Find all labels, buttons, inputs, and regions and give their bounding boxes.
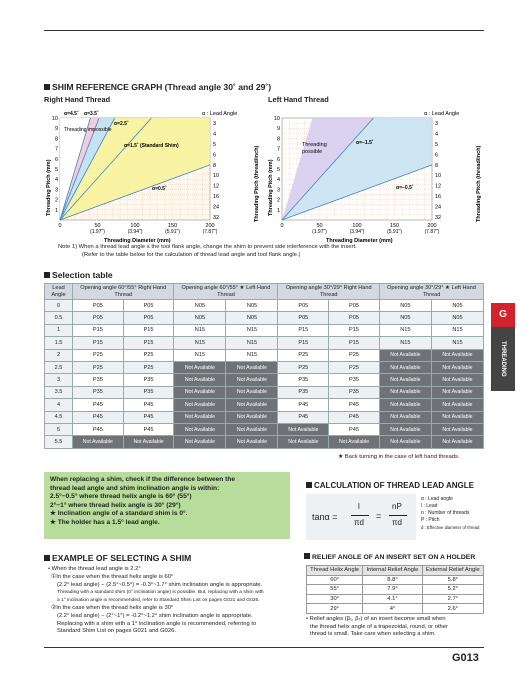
note-1: Note 1) When a thread lead angle ≤ the tool flank angle, change the shim to prevent side interference with the insert. — [58, 244, 357, 250]
table-row — [45, 349, 484, 361]
relief-cell: 7.9° — [363, 585, 422, 595]
shim-cell: Not Available — [73, 436, 124, 448]
x-tick-inch-label: (3.94") — [349, 229, 365, 235]
table-row — [307, 604, 484, 614]
lead-angle-cell: 0 — [45, 300, 73, 312]
y-tick-label: 7 — [54, 146, 58, 153]
shim-cell: Not Available — [379, 386, 431, 398]
y-tick-label: 3 — [276, 187, 280, 194]
shim-cell: P35 — [329, 386, 380, 398]
shim-cell: Not Available — [379, 361, 431, 373]
y2-tick-label: 6 — [213, 152, 217, 159]
example-text: • When the thread lead angle is 2.2° ①In the case when the thread helix angle is 60° (2.2° lead angle) − (2.5°~0.5°) = -0.3°~1.7° shim inclination angle is appropriate. Threading with a standard shim (0° inclination angle) is possible. But, replacing with a shim with a 1° inclination angle is recommended, refer to Standard Shim List on pages G021 and G026. ②In the case when the thread helix angle is 30° (2.2° lead angle) − (2°~1°) = -0.2°~1.2° shim inclination angle is appropriate. Replacing with a shim with a 1° inclination angle is recommended, referring to Standard Shim List on pages G021 and G026. — [48, 566, 264, 635]
shim-cell: Not Available — [431, 411, 483, 423]
shim-cell: P15 — [123, 324, 174, 336]
shim-cell: Not Available — [278, 436, 329, 448]
shim-cell: Not Available — [123, 436, 174, 448]
green-line: ★ Inclination angle of a standard shim is 0°. — [50, 510, 188, 518]
y-tick-label: 9 — [54, 126, 58, 133]
shim-cell: Not Available — [174, 361, 226, 373]
y2-tick-label: 10 — [435, 173, 442, 180]
shim-cell: P45 — [123, 411, 174, 423]
y2-tick-label: 5 — [213, 141, 217, 148]
shim-cell: N05 — [174, 312, 226, 324]
y2-tick-label: 5 — [435, 141, 439, 148]
relief-title: RELIEF ANGLE OF AN INSERT SET ON A HOLDER — [304, 553, 475, 561]
bottom-rule — [44, 647, 484, 648]
shim-cell: P45 — [123, 423, 174, 435]
shim-cell: P05 — [73, 300, 124, 312]
label-m05: α=−0.5˚ — [396, 185, 414, 191]
relief-cell: 55° — [307, 585, 363, 595]
x-tick-label: 50 — [94, 223, 101, 229]
lead-angle-cell: 5 — [45, 423, 73, 435]
y2-tick-label: 32 — [213, 214, 220, 221]
shim-cell: Not Available — [226, 423, 278, 435]
shim-cell: P05 — [123, 300, 174, 312]
shim-cell: N15 — [174, 349, 226, 361]
label-a25: α=2.5˚ — [114, 121, 129, 127]
y2-tick-label: 8 — [435, 162, 439, 169]
shim-cell: P45 — [73, 399, 124, 411]
selection-title: Selection table — [44, 270, 113, 280]
relief-cell: 4.1° — [363, 594, 422, 604]
y-tick-label: 6 — [54, 156, 58, 163]
y-tick-label: 3 — [54, 187, 58, 194]
group-header-1: Opening angle 60°/55° Right Hand Thread — [73, 284, 174, 300]
lead-angle-cell: 1.5 — [45, 337, 73, 349]
shim-cell: N15 — [226, 324, 278, 336]
note-2: (Refer to the table below for the calculation of thread lead angle and tool flank angle.) — [82, 252, 301, 258]
shim-cell: Not Available — [174, 423, 226, 435]
shim-cell: Not Available — [379, 423, 431, 435]
y2-tick-label: 24 — [213, 204, 220, 211]
shim-cell: P35 — [123, 386, 174, 398]
lead-angle-cell: 3.5 — [45, 386, 73, 398]
relief-cell: 29° — [307, 604, 363, 614]
shim-cell: P35 — [73, 374, 124, 386]
calc-formula-box — [306, 494, 416, 540]
lead-angle-cell: 4 — [45, 399, 73, 411]
y-tick-label: 9 — [276, 126, 280, 133]
left-graph-title: Left Hand Thread — [268, 95, 329, 104]
y-tick-label: 8 — [276, 136, 280, 143]
table-row — [45, 411, 484, 423]
shim-cell: Not Available — [379, 374, 431, 386]
y2-tick-label: 4 — [213, 131, 217, 138]
shim-cell: P25 — [73, 361, 124, 373]
y2-tick-label: 8 — [213, 162, 217, 169]
table-row — [45, 374, 484, 386]
lead-angle-cell: 3 — [45, 374, 73, 386]
y2-tick-label: 6 — [435, 152, 439, 159]
shim-cell: P45 — [73, 423, 124, 435]
table-row — [45, 337, 484, 349]
shim-cell: N05 — [226, 300, 278, 312]
x-tick-inch-label: (7.87") — [202, 229, 218, 235]
shim-cell: P05 — [123, 312, 174, 324]
shim-cell: P05 — [329, 312, 380, 324]
shim-cell: P35 — [278, 374, 329, 386]
shim-cell: Not Available — [431, 399, 483, 411]
shim-cell: N15 — [226, 337, 278, 349]
right-graph-title: Right Hand Thread — [44, 95, 111, 104]
y-tick-label: 1 — [54, 207, 58, 214]
shim-cell: P45 — [278, 411, 329, 423]
table-row — [45, 312, 484, 324]
y-tick-label: 8 — [54, 136, 58, 143]
right-ylabel: Threading Pitch (mm) — [46, 159, 52, 216]
shim-cell: P45 — [329, 399, 380, 411]
shim-cell: P05 — [278, 300, 329, 312]
shim-cell: N05 — [379, 312, 431, 324]
shim-cell: Not Available — [379, 399, 431, 411]
label-a05: α=0.5˚ — [152, 186, 167, 192]
relief-header: Internal Relief Angle — [363, 566, 422, 576]
shim-cell: N15 — [431, 337, 483, 349]
shim-cell: P45 — [329, 411, 380, 423]
relief-cell: 2.7° — [422, 594, 483, 604]
relief-cell: 5.8° — [422, 575, 483, 585]
y-tick-label: 7 — [276, 146, 280, 153]
shim-cell: Not Available — [379, 411, 431, 423]
y-tick-label: 10 — [51, 116, 58, 122]
y-tick-label: 2 — [276, 197, 280, 204]
shim-cell: N15 — [174, 337, 226, 349]
shim-cell: P25 — [329, 361, 380, 373]
shim-cell: Not Available — [226, 361, 278, 373]
label-impossible: Threading impossible — [64, 127, 112, 133]
shim-cell: N15 — [431, 324, 483, 336]
shim-cell: P15 — [329, 337, 380, 349]
table-row — [45, 399, 484, 411]
relief-note: • Relief angles (β₁, β₇) of an insert become small when the thread helix angle of a trapezoidal, round, or other thread is small. Take care when selecting a shim. — [306, 616, 448, 638]
table-row — [45, 436, 484, 448]
y2-tick-label: 24 — [435, 204, 442, 211]
y2-tick-label: 3 — [435, 121, 439, 128]
lead-angle-cell: 2 — [45, 349, 73, 361]
shim-cell: Not Available — [379, 436, 431, 448]
x-tick-label: 150 — [167, 223, 178, 229]
x-tick-label: 50 — [316, 223, 323, 229]
formula-den2: πd — [392, 518, 402, 527]
green-line: thread lead angle and shim inclination angle is within: — [50, 484, 220, 492]
table-row — [45, 361, 484, 373]
left-hand-chart — [266, 104, 486, 244]
formula-eq: = — [376, 511, 382, 521]
x-tick-label: 100 — [352, 223, 362, 229]
label-possible-2: possible — [302, 149, 323, 155]
shim-cell: Not Available — [379, 349, 431, 361]
formula-den1: πd — [354, 518, 364, 527]
shim-cell: P15 — [278, 337, 329, 349]
shim-cell: P35 — [329, 374, 380, 386]
shim-cell: P05 — [329, 300, 380, 312]
relief-table — [306, 565, 484, 614]
shim-cell: P45 — [73, 411, 124, 423]
y-tick-label: 5 — [54, 167, 58, 173]
y-tick-label: 4 — [276, 177, 280, 184]
y2-tick-label: 12 — [435, 183, 442, 190]
right-hand-chart — [44, 104, 264, 244]
relief-cell: 5.2° — [422, 585, 483, 595]
shim-cell: P45 — [278, 399, 329, 411]
shim-cell: P15 — [329, 324, 380, 336]
shim-cell: Not Available — [174, 411, 226, 423]
shim-cell: N05 — [226, 312, 278, 324]
frac-bar-2 — [389, 515, 407, 516]
x-tick-inch-label: (1.97") — [312, 229, 327, 235]
shim-cell: N05 — [379, 300, 431, 312]
shim-cell: N15 — [379, 324, 431, 336]
label-a35: α=3.5˚ — [84, 111, 99, 117]
shim-cell: Not Available — [226, 399, 278, 411]
shim-cell: P15 — [73, 337, 124, 349]
shim-cell: P15 — [73, 324, 124, 336]
right-lead-note: α : Lead Angle — [202, 111, 238, 117]
green-line: 2°−1° where thread helix angle is 30° (29°) — [50, 501, 181, 509]
side-tab-letter[interactable]: G — [491, 303, 515, 327]
relief-header: External Relief Angle — [422, 566, 483, 576]
y-tick-label: 10 — [273, 116, 280, 122]
table-row — [45, 423, 484, 435]
x-tick-inch-label: (5.91") — [387, 229, 402, 235]
left-lead-note: α : Lead Angle — [424, 111, 460, 117]
x-tick-label: 0 — [280, 223, 284, 229]
relief-cell: 2.6° — [422, 604, 483, 614]
y2-tick-label: 10 — [213, 173, 220, 180]
y-tick-label: 6 — [276, 156, 280, 163]
shim-cell: N05 — [431, 300, 483, 312]
shim-cell: Not Available — [431, 374, 483, 386]
lead-angle-cell: 0.5 — [45, 312, 73, 324]
right-ylabel2: Threading Pitch (thread/inch) — [254, 145, 260, 222]
shim-cell: Not Available — [431, 423, 483, 435]
shim-cell: N15 — [379, 337, 431, 349]
label-a15: α=1.5˚ (Standard Shim) — [124, 143, 179, 149]
left-xlabel: Threading Diameter (mm) — [326, 238, 393, 244]
shim-cell: Not Available — [226, 436, 278, 448]
table-row — [45, 324, 484, 336]
shim-cell: P45 — [123, 399, 174, 411]
y-tick-label: 1 — [276, 207, 280, 214]
x-tick-label: 150 — [389, 223, 400, 229]
shim-cell: P15 — [278, 324, 329, 336]
calc-legend: α : Lead angle l : Lead n : Number of threads P : Pitch d : Effective diameter of thread — [421, 496, 480, 530]
shim-replacement-box — [44, 472, 290, 539]
shim-cell: N15 — [174, 324, 226, 336]
table-row — [307, 575, 484, 585]
table-footnote: ★ Back turning in the case of left hand threads. — [338, 454, 460, 460]
y2-tick-label: 16 — [435, 194, 442, 201]
shim-cell: Not Available — [431, 361, 483, 373]
shim-cell: N15 — [226, 349, 278, 361]
table-row — [307, 585, 484, 595]
right-xlabel: Threading Diameter (mm) — [104, 238, 171, 244]
page-number: G013 — [452, 652, 479, 664]
table-row — [45, 386, 484, 398]
lead-angle-cell: 4.5 — [45, 411, 73, 423]
selection-table — [44, 283, 484, 449]
relief-cell: 8.8° — [363, 575, 422, 585]
example-title: EXAMPLE OF SELECTING A SHIM — [44, 553, 191, 563]
x-tick-label: 0 — [58, 223, 62, 229]
frac-bar-1 — [351, 515, 369, 516]
shim-cell: P35 — [123, 374, 174, 386]
calc-title: CALCULATION OF THREAD LEAD ANGLE — [306, 481, 474, 490]
shim-graph-title: SHIM REFERENCE GRAPH (Thread angle 30˚ and 29˚) — [44, 82, 271, 92]
shim-cell: Not Available — [226, 374, 278, 386]
shim-cell: Not Available — [226, 411, 278, 423]
relief-cell: 30° — [307, 594, 363, 604]
shim-cell: Not Available — [431, 386, 483, 398]
shim-cell: P15 — [123, 337, 174, 349]
shim-cell: P25 — [123, 361, 174, 373]
shim-cell: P35 — [73, 386, 124, 398]
y2-tick-label: 3 — [213, 121, 217, 128]
y-tick-label: 5 — [276, 167, 280, 173]
y2-tick-label: 16 — [213, 194, 220, 201]
x-tick-inch-label: (7.87") — [424, 229, 440, 235]
green-line: When replacing a shim, check if the difference between the — [50, 476, 236, 483]
y2-tick-label: 12 — [213, 183, 220, 190]
shim-cell: P25 — [278, 349, 329, 361]
y2-tick-label: 4 — [435, 131, 439, 138]
left-ylabel: Threading Pitch (mm) — [268, 159, 274, 216]
lead-angle-cell: 2.5 — [45, 361, 73, 373]
y-tick-label: 2 — [54, 197, 58, 204]
shim-cell: P25 — [73, 349, 124, 361]
y-tick-label: 4 — [54, 177, 58, 184]
relief-cell: 60° — [307, 575, 363, 585]
side-tab-label: THREADING — [491, 327, 515, 391]
shim-cell: Not Available — [174, 436, 226, 448]
shim-cell: Not Available — [329, 436, 380, 448]
table-row — [307, 594, 484, 604]
green-line: 2.5°−0.5° where thread helix angle is 60° (55°) — [50, 493, 192, 501]
label-a45: α=4.5˚ — [64, 111, 79, 117]
x-tick-inch-label: (5.91") — [165, 229, 180, 235]
top-rule — [44, 30, 484, 31]
shim-cell: P05 — [278, 312, 329, 324]
shim-cell: P25 — [329, 349, 380, 361]
shim-cell: Not Available — [278, 423, 329, 435]
group-header-4: Opening angle 30°/29° ★ Left Hand Thread — [379, 284, 483, 300]
relief-cell: 4° — [363, 604, 422, 614]
x-tick-inch-label: (1.97") — [90, 229, 105, 235]
table-row — [45, 300, 484, 312]
shim-cell: N05 — [431, 312, 483, 324]
shim-cell: Not Available — [431, 436, 483, 448]
lead-angle-cell: 1 — [45, 324, 73, 336]
shim-cell: Not Available — [174, 386, 226, 398]
group-header-2: Opening angle 60°/55° ★ Left Hand Thread — [174, 284, 278, 300]
formula-num1: l — [358, 502, 360, 511]
shim-cell: Not Available — [226, 386, 278, 398]
shim-cell: N05 — [174, 300, 226, 312]
shim-cell: P35 — [278, 386, 329, 398]
x-tick-label: 100 — [130, 223, 140, 229]
label-m15: α=−1.5˚ — [356, 140, 374, 146]
shim-cell: Not Available — [174, 399, 226, 411]
x-tick-label: 200 — [427, 223, 437, 229]
relief-header: Thread Helix Angle — [307, 566, 363, 576]
green-line: ★ The holder has a 1.5° lead angle. — [50, 518, 160, 526]
x-tick-label: 200 — [205, 223, 215, 229]
lead-header: Lead Angle — [45, 284, 73, 300]
x-tick-inch-label: (3.94") — [127, 229, 143, 235]
shim-cell: P05 — [73, 312, 124, 324]
formula-num2: nP — [392, 502, 402, 511]
left-ylabel2: Threading Pitch (thread/inch) — [476, 145, 482, 222]
shim-cell: P45 — [329, 423, 380, 435]
formula-lhs: tanα = — [312, 512, 338, 522]
shim-cell: Not Available — [174, 374, 226, 386]
shim-cell: P25 — [123, 349, 174, 361]
group-header-3: Opening angle 30°/29° Right Hand Thread — [278, 284, 379, 300]
shim-cell: Not Available — [431, 349, 483, 361]
label-possible-1: Threading — [302, 142, 327, 148]
lead-angle-cell: 5.5 — [45, 436, 73, 448]
shim-cell: P25 — [278, 361, 329, 373]
y2-tick-label: 32 — [435, 214, 442, 221]
